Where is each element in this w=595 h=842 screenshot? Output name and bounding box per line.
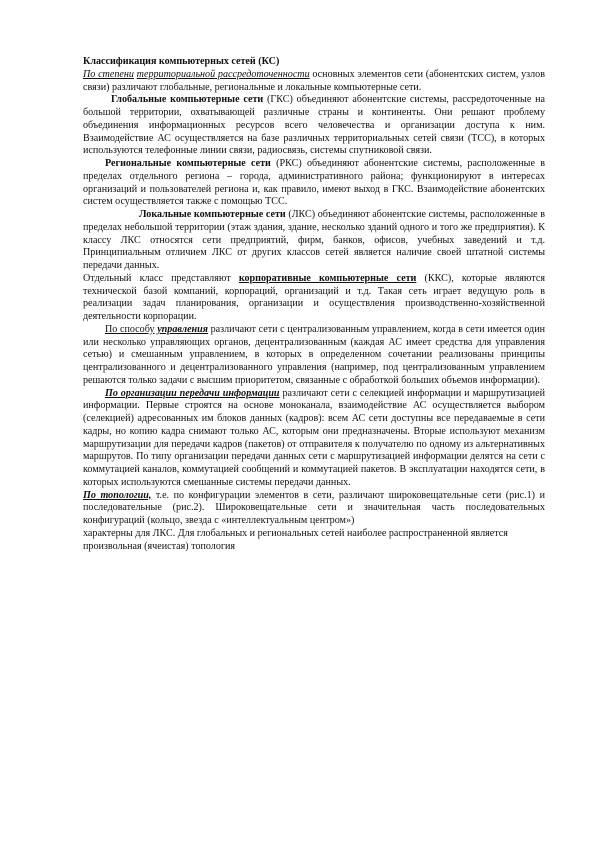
term-global: Глобальные компьютерные сети — [111, 94, 264, 106]
term-management: управления — [157, 323, 208, 335]
paragraph-text: Отдельный класс представляют — [83, 272, 239, 284]
paragraph-corporate-networks — [83, 273, 545, 324]
term-corporate: корпоративные компьютерные сети — [238, 272, 417, 284]
paragraph-text: различают сети с селекцией информации и маршрутизацией информации. Первые строятся на основе моноканала, взаимодействие АС осуществляется выбором (селекцией) адресованных им блоков данных (кадров): всем АС сети доступны все передаваемые в сети кадры, но копию кадра снимают только АС, которым они предназначены. Вторые используют механизм маршрутизации для передачи кадров (пакетов) от отправителя к получателю по одному из альтернативных маршрутов. По типу организации передачи данных сети с маршрутизацией информации делятся на сети с коммутацией каналов, коммутацией сообщений и коммутацией пакетов. В эксплуатации находятся сети, в которых используются смешанные системы передачи данных. — [83, 387, 546, 488]
paragraph-topology — [83, 490, 545, 528]
lead-phrase: По способу — [105, 323, 155, 335]
lead-phrase: По степени — [83, 68, 134, 80]
document-page — [83, 56, 545, 553]
paragraph-topology-continued: характерны для ЛКС. Для глобальных и региональных сетей наиболее распространенной является произвольная (ячеистая) топология — [83, 527, 508, 552]
term-regional: Региональные компьютерные сети — [105, 158, 271, 169]
document-title: Классификация компьютерных сетей (КС) — [83, 56, 280, 67]
paragraph-text: основных элементов сети (абонентских систем, узлов связи) различают глобальные, региональные и локальные компьютерные сети. — [83, 68, 545, 93]
paragraph-regional-networks — [83, 158, 545, 209]
paragraph-transmission — [83, 388, 545, 490]
paragraph-text: (РКС) объединяют абонентские системы, расположенные в пределах отдельного региона – города, административного района; функционируют в интересах организаций и пользователей региона и, как правило, имеют выход в ГКС. Взаимодействие абонентских систем осуществляется также с помощью ТСС. — [83, 158, 545, 208]
paragraph-text: различают сети с централизованным управлением, когда в сети имеется один или несколько управляющих органов, децентрализованным (каждая АС имеет средства для управления сетью) и смешанным управлением, в которых в определенном сочетании реализованы принципы централизованного и децентрализованного управления (например, под централизованным управлением решаются только задачи с высшим приоритетом, связанные с обработкой больших объемов информации). — [83, 323, 545, 386]
paragraph-text: (ГКС) объединяют абонентские системы, рассредоточенные на большой территории, охватывающей различные страны и континенты. Они решают проблему объединения информационных ресурсов всего человечества и организации доступа к ним. Взаимодействие АС осуществляется на базе различных территориальных сетей связи (ТСС), в которых используются телефонные линии связи, радиосвязь, системы спутниковой связи. — [83, 94, 546, 157]
paragraph-text: т.е. по конфигурации элементов в сети, различают широковещательные сети (рис.1) и последовательные (рис.2). Широковещательные сети и значительная часть последовательных конфигураций (кольцо, звезда с «интеллектуальным центром») — [83, 489, 545, 526]
paragraph-management — [83, 324, 545, 388]
term-local: Локальные компьютерные сети — [139, 209, 286, 220]
paragraph-territorial — [83, 69, 545, 95]
paragraph-global-networks — [83, 94, 545, 158]
term-topology: По топологии, — [83, 489, 152, 501]
paragraph-local-networks — [83, 209, 545, 273]
paragraph-text: (ЛКС) объединяют абонентские системы, расположенные в пределах небольшой территории (этаж здания, здание, несколько зданий одного и того же предприятия). К классу ЛКС относятся сети предприятий, фирм, банков, офисов, учебных заведений и т.д. Принципиальным отличием ЛКС от других классов сетей является наличие своей штатной системы передачи данных. — [83, 209, 545, 271]
lead-emphasis: территориальной рассредоточенности — [136, 68, 310, 80]
term-transmission: По организации передачи информации — [105, 387, 280, 399]
paragraph-text: (ККС), которые являются технической базой компаний, корпораций, организаций и т.д. Такая сеть играет ведущую роль в реализации задач планирования, организации и осуществления производственно-хозяйственной деятельности корпорации. — [83, 272, 545, 322]
